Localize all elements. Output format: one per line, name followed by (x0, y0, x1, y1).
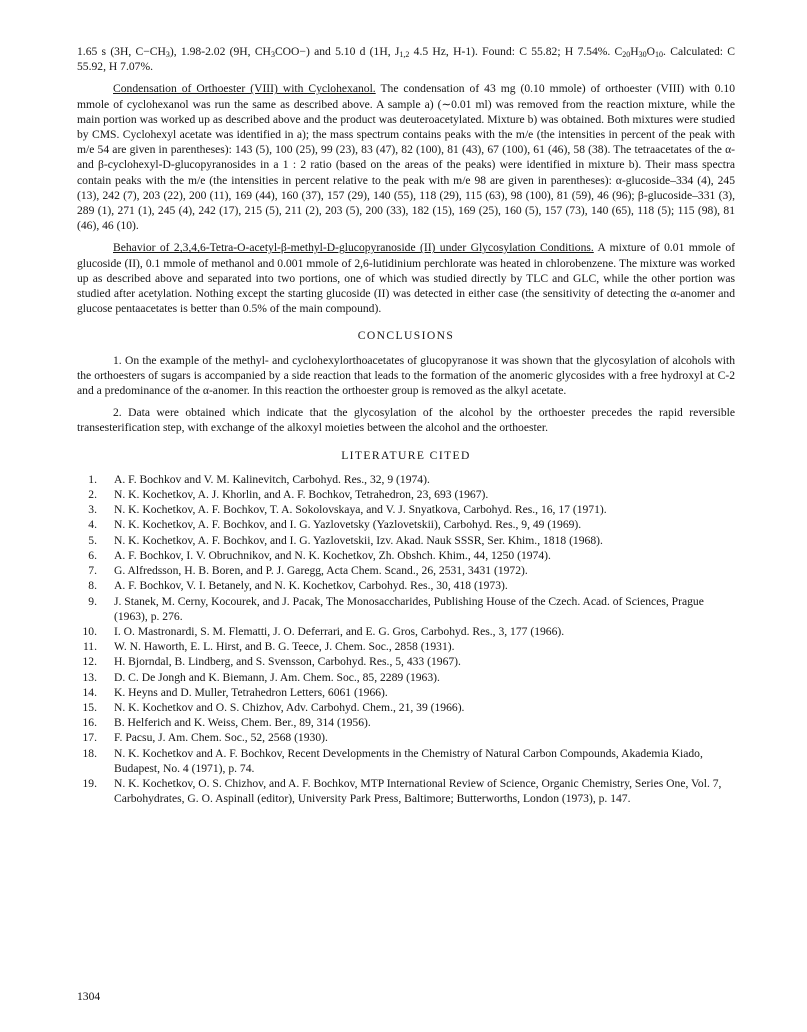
condensation-title: Condensation of Orthoester (VIII) with Cyclohexanol. (113, 82, 376, 96)
reference-item (77, 563, 735, 578)
reference-text: G. Alfredsson, H. B. Boren, and P. J. Garegg, Acta Chem. Scand., 26, 2531, 3431 (1972). (114, 564, 528, 578)
reference-text: W. N. Haworth, E. L. Hirst, and B. G. Teece, J. Chem. Soc., 2858 (1931). (114, 640, 455, 654)
reference-text: N. K. Kochetkov, A. J. Khorlin, and A. F. Bochkov, Tetrahedron, 23, 693 (1967). (114, 488, 489, 502)
conclusion-item: 1. On the example of the methyl- and cyclohexylorthoacetates of glucopyranose it was shown that the glycosylation of alcohols with the orthoesters of sugars is accompanied by a side reaction that leads to the formation of the anomeric glycosides with a free hydroxyl at C-2 and a predominance of the α-anomer. In this reaction the orthoester group is removed as the alkyl acetate. (77, 353, 735, 398)
reference-text: I. O. Mastronardi, S. M. Flematti, J. O. Deferrari, and E. G. Gros, Carbohyd. Res., 3, 177 (1966). (114, 624, 565, 638)
behavior-title: Behavior of 2,3,4,6-Tetra-O-acetyl-β-methyl-D-glucopyranoside (II) under Glycosylation Conditions. (113, 241, 594, 255)
reference-text: F. Pacsu, J. Am. Chem. Soc., 52, 2568 (1930). (114, 731, 328, 745)
page-content (77, 44, 735, 806)
reference-text: B. Helferich and K. Weiss, Chem. Ber., 89, 314 (1956). (114, 716, 371, 730)
reference-number: 17. (82, 731, 97, 745)
reference-text: N. K. Kochetkov, A. F. Bochkov, and I. G. Yazlovetsky (Yazlovetskii), Carbohyd. Res., 9, 49 (1969). (114, 518, 582, 532)
reference-text: N. K. Kochetkov and A. F. Bochkov, Recent Developments in the Chemistry of Natural Carbon Compounds, Akademia Kiado, Budapest, No. 4 (1971), p. 74. (114, 746, 703, 775)
reference-item (77, 578, 735, 593)
reference-item (77, 654, 735, 669)
reference-item (77, 746, 735, 776)
reference-number: 16. (82, 716, 97, 730)
reference-text: H. Bjorndal, B. Lindberg, and S. Svensson, Carbohyd. Res., 5, 433 (1967). (114, 655, 461, 669)
reference-item (77, 700, 735, 715)
literature-heading: LITERATURE CITED (341, 448, 471, 462)
nmr-continuation-paragraph: 1.65 s (3H, $C-CH_3$), 1.98-2.02 (9H, $CH_3COO-$) and 5.10 d (1H, $J_{1,2}$ 4.5 Hz, H-1). Found: C 55.82; H 7.54%. $C_{20}H_{30}O_{10}$. Calculated: C 55.92, H 7.07%. (77, 45, 735, 74)
reference-text: N. K. Kochetkov, A. F. Bochkov, and I. G. Yazlovetskii, Izv. Akad. Nauk SSSR, Ser. Khim., 1818 (1968). (114, 533, 603, 547)
reference-text: A. F. Bochkov and V. M. Kalinevitch, Carbohyd. Res., 32, 9 (1974). (114, 472, 430, 486)
reference-item (77, 502, 735, 517)
reference-item (77, 487, 735, 502)
reference-item (77, 730, 735, 745)
reference-text: J. Stanek, M. Cerny, Kocourek, and J. Pacak, The Monosaccharides, Publishing House of the Czech. Acad. of Sciences, Prague (1963), p. 276. (114, 594, 704, 623)
conclusion-item: 2. Data were obtained which indicate that the glycosylation of the alcohol by the orthoester precedes the rapid reversible transesterification step, with exchange of the alkoxyl moieties between the alcohol and the orthoester. (77, 406, 735, 435)
page-number: 1304 (77, 990, 101, 1003)
reference-number: 12. (82, 655, 97, 669)
reference-text: D. C. De Jongh and K. Biemann, J. Am. Chem. Soc., 85, 2289 (1963). (114, 670, 440, 684)
reference-item (77, 533, 735, 548)
reference-text: K. Heyns and D. Muller, Tetrahedron Letters, 6061 (1966). (114, 685, 388, 699)
reference-item (77, 548, 735, 563)
reference-item (77, 685, 735, 700)
reference-number: 5. (88, 533, 97, 547)
reference-number: 8. (88, 579, 97, 593)
reference-number: 7. (88, 564, 97, 578)
reference-text: A. F. Bochkov, V. I. Betanely, and N. K. Kochetkov, Carbohyd. Res., 30, 418 (1973). (114, 579, 508, 593)
reference-number: 4. (88, 518, 97, 532)
reference-item (77, 594, 735, 624)
reference-number: 13. (82, 670, 97, 684)
behavior-paragraph (77, 240, 735, 316)
condensation-body: The condensation of 43 mg (0.10 mmole) of orthoester (VIII) with 0.10 mmole of cyclohexanol was run the same as described above. A sample a) (∼0.01 ml) was removed from the reaction mixture, while the main portion was worked up as described above and the product was deuteroacetylated. Mixture b) was obtained. Both mixtures were studied by CMS. Cyclohexyl acetate was identified in a); the mass spectrum contains peaks with the m/e (the intensities in percent of the peak with m/e 54 are given in parentheses): 143 (5), 100 (25), 99 (23), 83 (47), 82 (100), 81 (43), 67 (100), 61 (46), 58 (38). The tetraacetates of the α- and β-cyclohexyl-D-glucopyranosides in a 1 : 2 ratio (based on the areas of the peaks) were identified in mixture b). Their mass spectra contain peaks with the m/e (the intensities in percent relative to the peak with m/e 98 are given in parentheses): α-glucoside–334 (4), 245 (13), 242 (7), 203 (22), 200 (11), 169 (44), 160 (37), 157 (29), 140 (55), 118 (29), 115 (63), 98 (100), 81 (59), 46 (96); β-glucoside–331 (3), 289 (1), 271 (1), 245 (4), 242 (17), 215 (5), 211 (2), 203 (5), 200 (33), 182 (15), 169 (25), 160 (5), 157 (73), 140 (65), 118 (5); 115 (98), 81 (46), 46 (10). (77, 82, 735, 233)
reference-number: 6. (88, 548, 97, 562)
reference-text: N. K. Kochetkov, O. S. Chizhov, and A. F. Bochkov, MTP International Review of Science, Organic Chemistry, Series One, Vol. 7, Carbohydrates, G. O. Aspinall (editor), University Park Press, Baltimore; Butterworths, London (1973), p. 147. (114, 776, 722, 806)
reference-number: 15. (82, 700, 97, 714)
reference-list (77, 472, 735, 806)
reference-item (77, 776, 735, 806)
reference-item (77, 517, 735, 532)
behavior-body: A mixture of 0.01 mmole of glucoside (II), 0.1 mmole of methanol and 0.001 mmole of 2,6-lutidinium perchlorate was heated in chlorobenzene. The mixture was worked up as described above and separated into two portions, one of which was studied directly by TLC and GLC, while the other portion was studied after acetylation. Nothing except the starting glucoside (II) was detected in either case (the sensitivity of detecting the α-anomer and glucose pentaacetates is better than 0.5% of the main compound). (77, 241, 735, 316)
reference-text: A. F. Bochkov, I. V. Obruchnikov, and N. K. Kochetkov, Zh. Obshch. Khim., 44, 1250 (1974). (114, 548, 551, 562)
reference-number: 11. (82, 640, 97, 654)
reference-number: 3. (88, 503, 97, 517)
reference-text: N. K. Kochetkov and O. S. Chizhov, Adv. Carbohyd. Chem., 21, 39 (1966). (114, 700, 465, 714)
reference-number: 14. (82, 685, 97, 699)
reference-number: 10. (82, 624, 97, 638)
reference-number: 18. (82, 746, 97, 760)
reference-text: N. K. Kochetkov, A. F. Bochkov, T. A. Sokolovskaya, and V. J. Snyatkova, Carbohyd. Res., 16, 17 (1971). (114, 503, 607, 517)
reference-item (77, 670, 735, 685)
reference-item (77, 624, 735, 639)
reference-item (77, 639, 735, 654)
reference-number: 1. (88, 472, 97, 486)
reference-item (77, 472, 735, 487)
reference-number: 19. (82, 776, 97, 790)
conclusions-heading: CONCLUSIONS (357, 329, 455, 343)
reference-number: 9. (88, 594, 97, 608)
condensation-paragraph (77, 81, 735, 233)
reference-item (77, 715, 735, 730)
reference-number: 2. (88, 488, 97, 502)
